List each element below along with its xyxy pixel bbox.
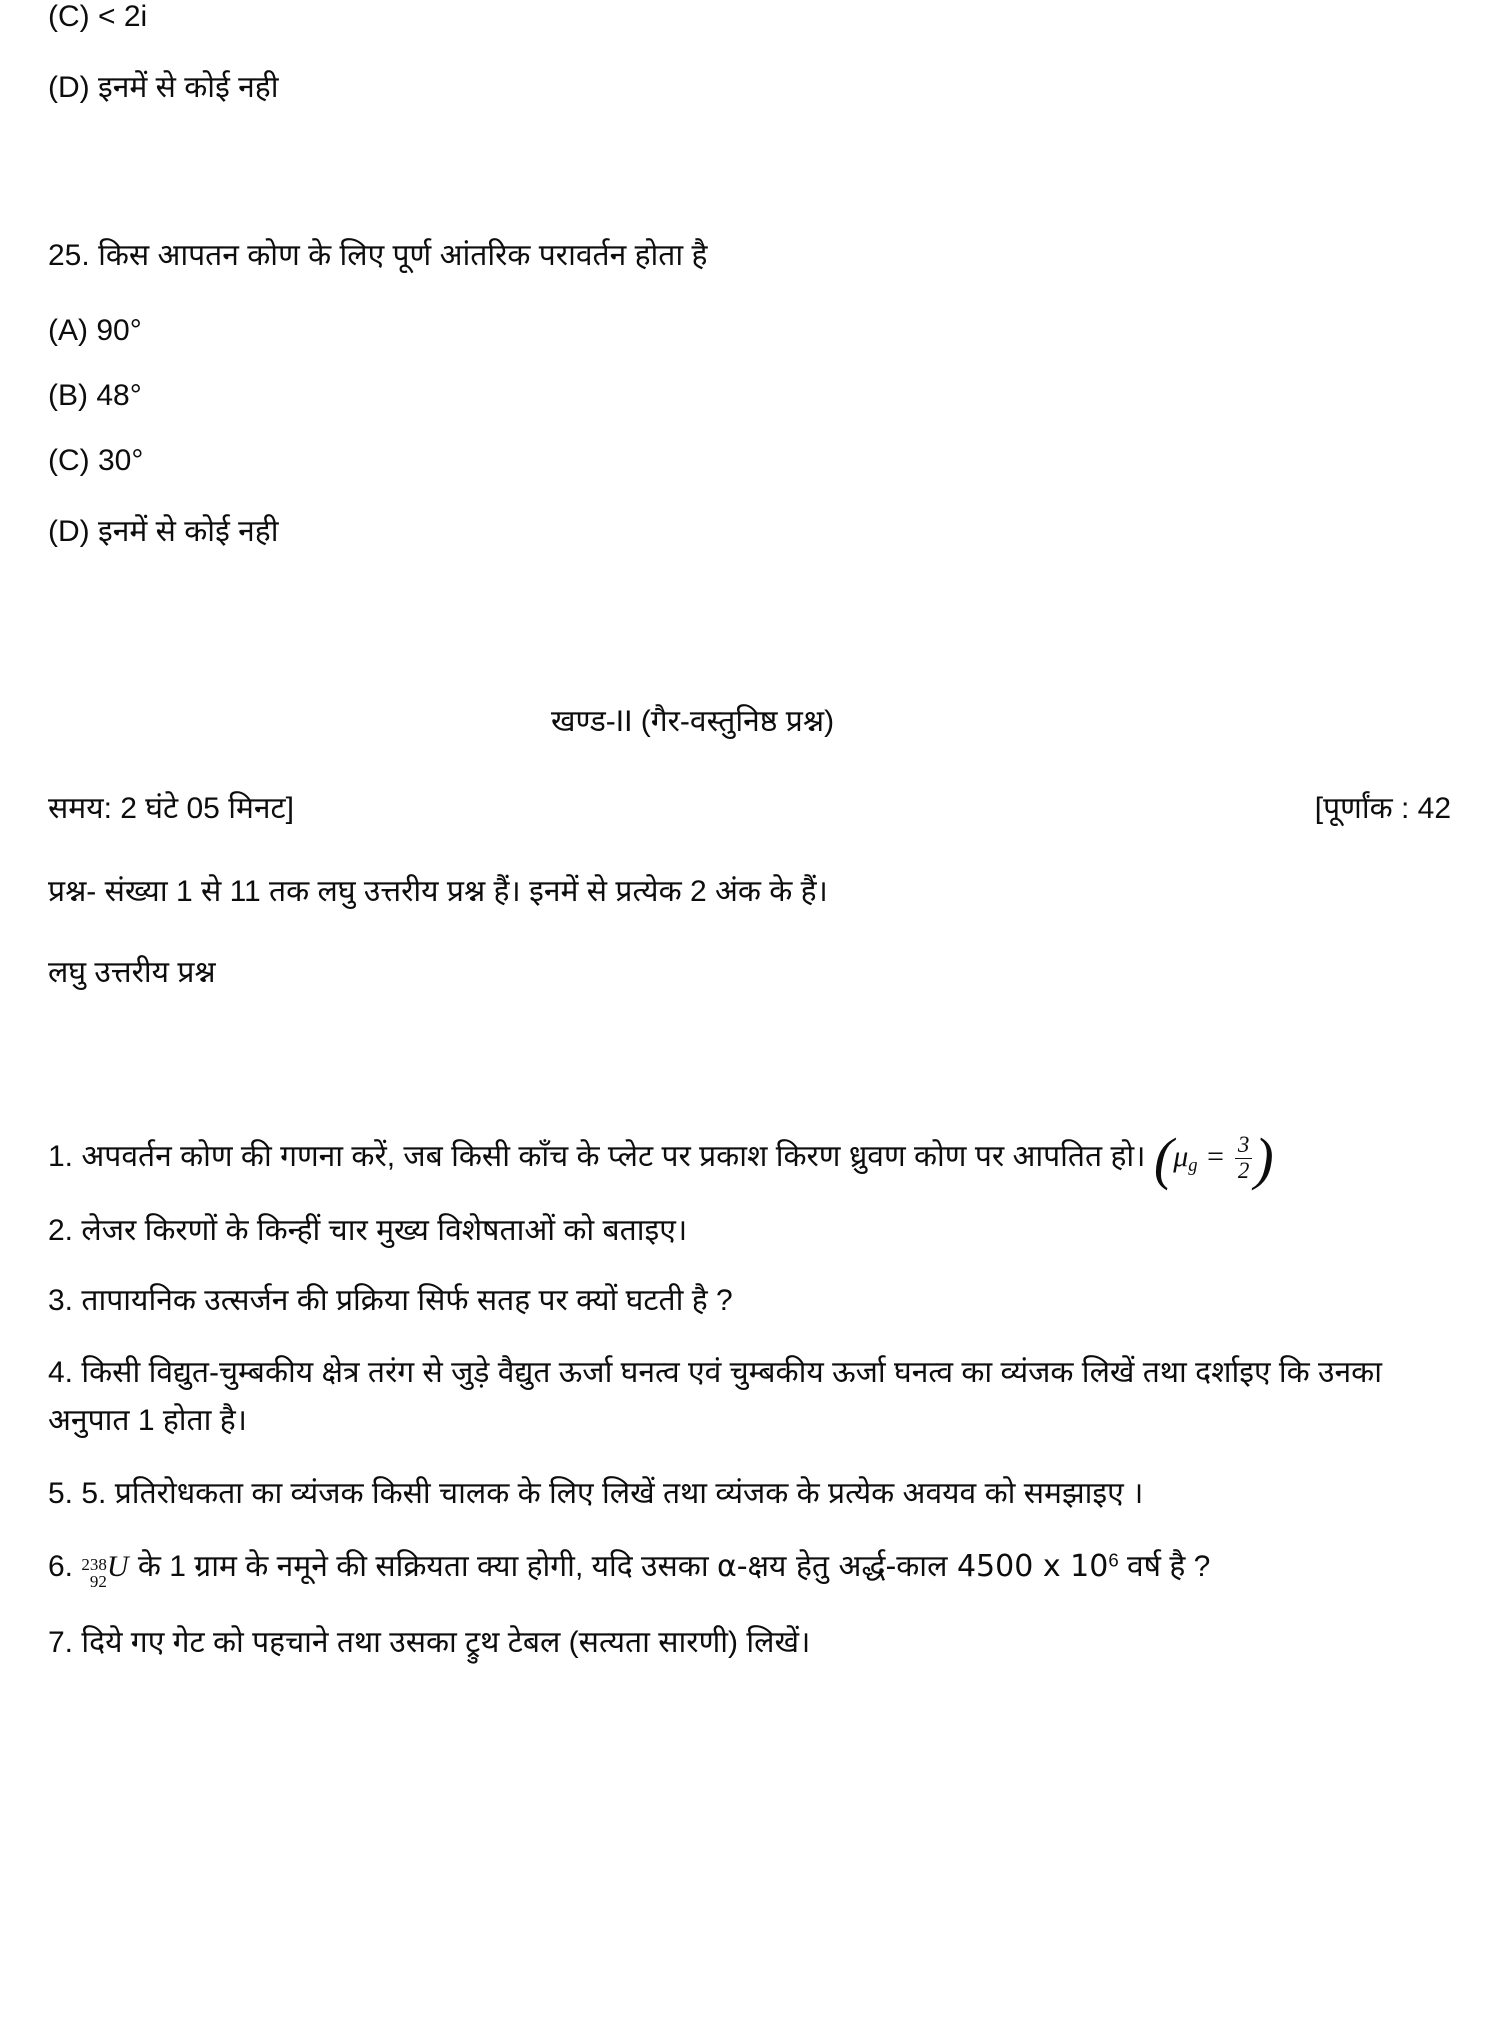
question-text: के 1 ग्राम के नमूने की सक्रियता क्या होगी, यदि उसका (137, 1549, 709, 1583)
short-answer-question-7 (48, 1620, 1457, 1667)
option-label: (D) (48, 515, 90, 548)
section-subheading: लघु उत्तरीय प्रश्न (48, 956, 216, 989)
fraction (1235, 1133, 1253, 1182)
full-marks-label: [पूर्णांक : 42 (1314, 792, 1451, 825)
question-text-end: वर्ष है ? (1127, 1549, 1211, 1583)
question-text: दिये गए गेट को पहचाने तथा उसका ट्रुथ टेबल (सत्यता सारणी) लिखें। (81, 1626, 811, 1660)
question-25-stem (48, 233, 1457, 274)
option-text: 48° (96, 379, 142, 412)
option-label: (D) (48, 71, 90, 104)
equals-sign: = (1205, 1140, 1226, 1173)
question-text: अपवर्तन कोण की गणना करें, जब किसी काँच के प्लेट पर प्रकाश किरण ध्रुवण कोण पर आपतित हो। (81, 1140, 1146, 1173)
option-text: < 2i (98, 0, 148, 33)
right-paren: ) (1254, 1126, 1274, 1191)
option-row (48, 379, 1457, 413)
section-instruction: प्रश्न- संख्या 1 से 11 तक लघु उत्तरीय प्रश्न हैं। इनमें से प्रत्येक 2 अंक के हैं। (48, 875, 828, 908)
question-text: किसी विद्युत-चुम्बकीय क्षेत्र तरंग से जुड़े वैद्युत ऊर्जा घनत्व एवं चुम्बकीय ऊर्जा घनत्व का व्यंजक लिखें तथा दर्शाइए कि उनका अनुपात 1 होता है। (48, 1355, 1382, 1438)
mu-symbol: μ (1173, 1140, 1189, 1173)
short-answer-question-3 (48, 1278, 1457, 1325)
option-text: 90° (96, 314, 142, 347)
fraction-numerator: 3 (1237, 1132, 1250, 1158)
section-meta-row (48, 786, 1457, 827)
mcq-tail-options (48, 0, 1457, 106)
section-heading: खण्ड-II (गैर-वस्तुनिष्ठ प्रश्न) (550, 705, 835, 738)
short-answer-question-1 (48, 1126, 1457, 1191)
short-answer-question-2 (48, 1208, 1457, 1255)
question-text: किस आपतन कोण के लिए पूर्ण आंतरिक परावर्तन होता है (98, 239, 708, 272)
question-number: 1. (48, 1140, 74, 1173)
spacer (48, 677, 1457, 699)
mass-number: 238 (81, 1554, 107, 1574)
question-number: 5. (48, 1476, 74, 1510)
short-answer-question-6 (48, 1543, 1457, 1597)
option-row (48, 314, 1457, 348)
short-answer-question-5 (48, 1470, 1457, 1519)
question-number: 4. (48, 1355, 74, 1389)
isotope-notation (81, 1543, 128, 1597)
element-symbol: U (106, 1549, 129, 1583)
question-text: 5. प्रतिरोधकता का व्यंजक किसी चालक के लिए लिखें तथा व्यंजक के प्रत्येक अवयव को समझाइए । (81, 1476, 1144, 1510)
option-row (48, 509, 1457, 550)
option-text: 30° (98, 444, 144, 477)
spacer (48, 1093, 1457, 1133)
question-25-block (48, 233, 1457, 550)
option-label: (A) (48, 314, 88, 347)
alpha-decay-phrase: α-क्षय हेतु अर्द्ध-काल 4500 x 10 (716, 1548, 1109, 1584)
time-allowed-label: समय: 2 घंटे 05 मिनट] (48, 792, 295, 825)
exponent: 6 (1108, 1549, 1119, 1571)
atomic-number: 92 (89, 1571, 107, 1591)
option-label: (C) (48, 0, 90, 33)
question-number: 6. (48, 1549, 74, 1583)
option-row (48, 444, 1457, 478)
option-label: (B) (48, 379, 88, 412)
option-row (48, 0, 1457, 34)
question-number: 3. (48, 1284, 74, 1318)
spacer (48, 137, 1457, 233)
option-text: इनमें से कोई नही (98, 515, 279, 548)
short-answer-question-list (48, 1126, 1457, 1667)
isotope-numbers (81, 1556, 107, 1591)
option-row (48, 65, 1457, 106)
spacer (48, 1031, 1457, 1093)
question-number: 2. (48, 1213, 74, 1247)
question-number: 7. (48, 1626, 74, 1660)
option-text: इनमें से कोई नही (98, 71, 279, 104)
fraction-denominator: 2 (1235, 1158, 1253, 1183)
inline-math-expression (1153, 1126, 1274, 1191)
left-paren: ( (1153, 1126, 1174, 1191)
option-label: (C) (48, 444, 90, 477)
question-number: 25. (48, 239, 90, 272)
mu-subscript: g (1188, 1155, 1198, 1177)
short-answer-question-4 (48, 1349, 1457, 1446)
question-text: लेजर किरणों के किन्हीं चार मुख्य विशेषताओं को बताइए। (81, 1213, 688, 1247)
question-text: तापायनिक उत्सर्जन की प्रक्रिया सिर्फ सतह पर क्यों घटती है ? (81, 1284, 733, 1318)
spacer (48, 581, 1457, 677)
